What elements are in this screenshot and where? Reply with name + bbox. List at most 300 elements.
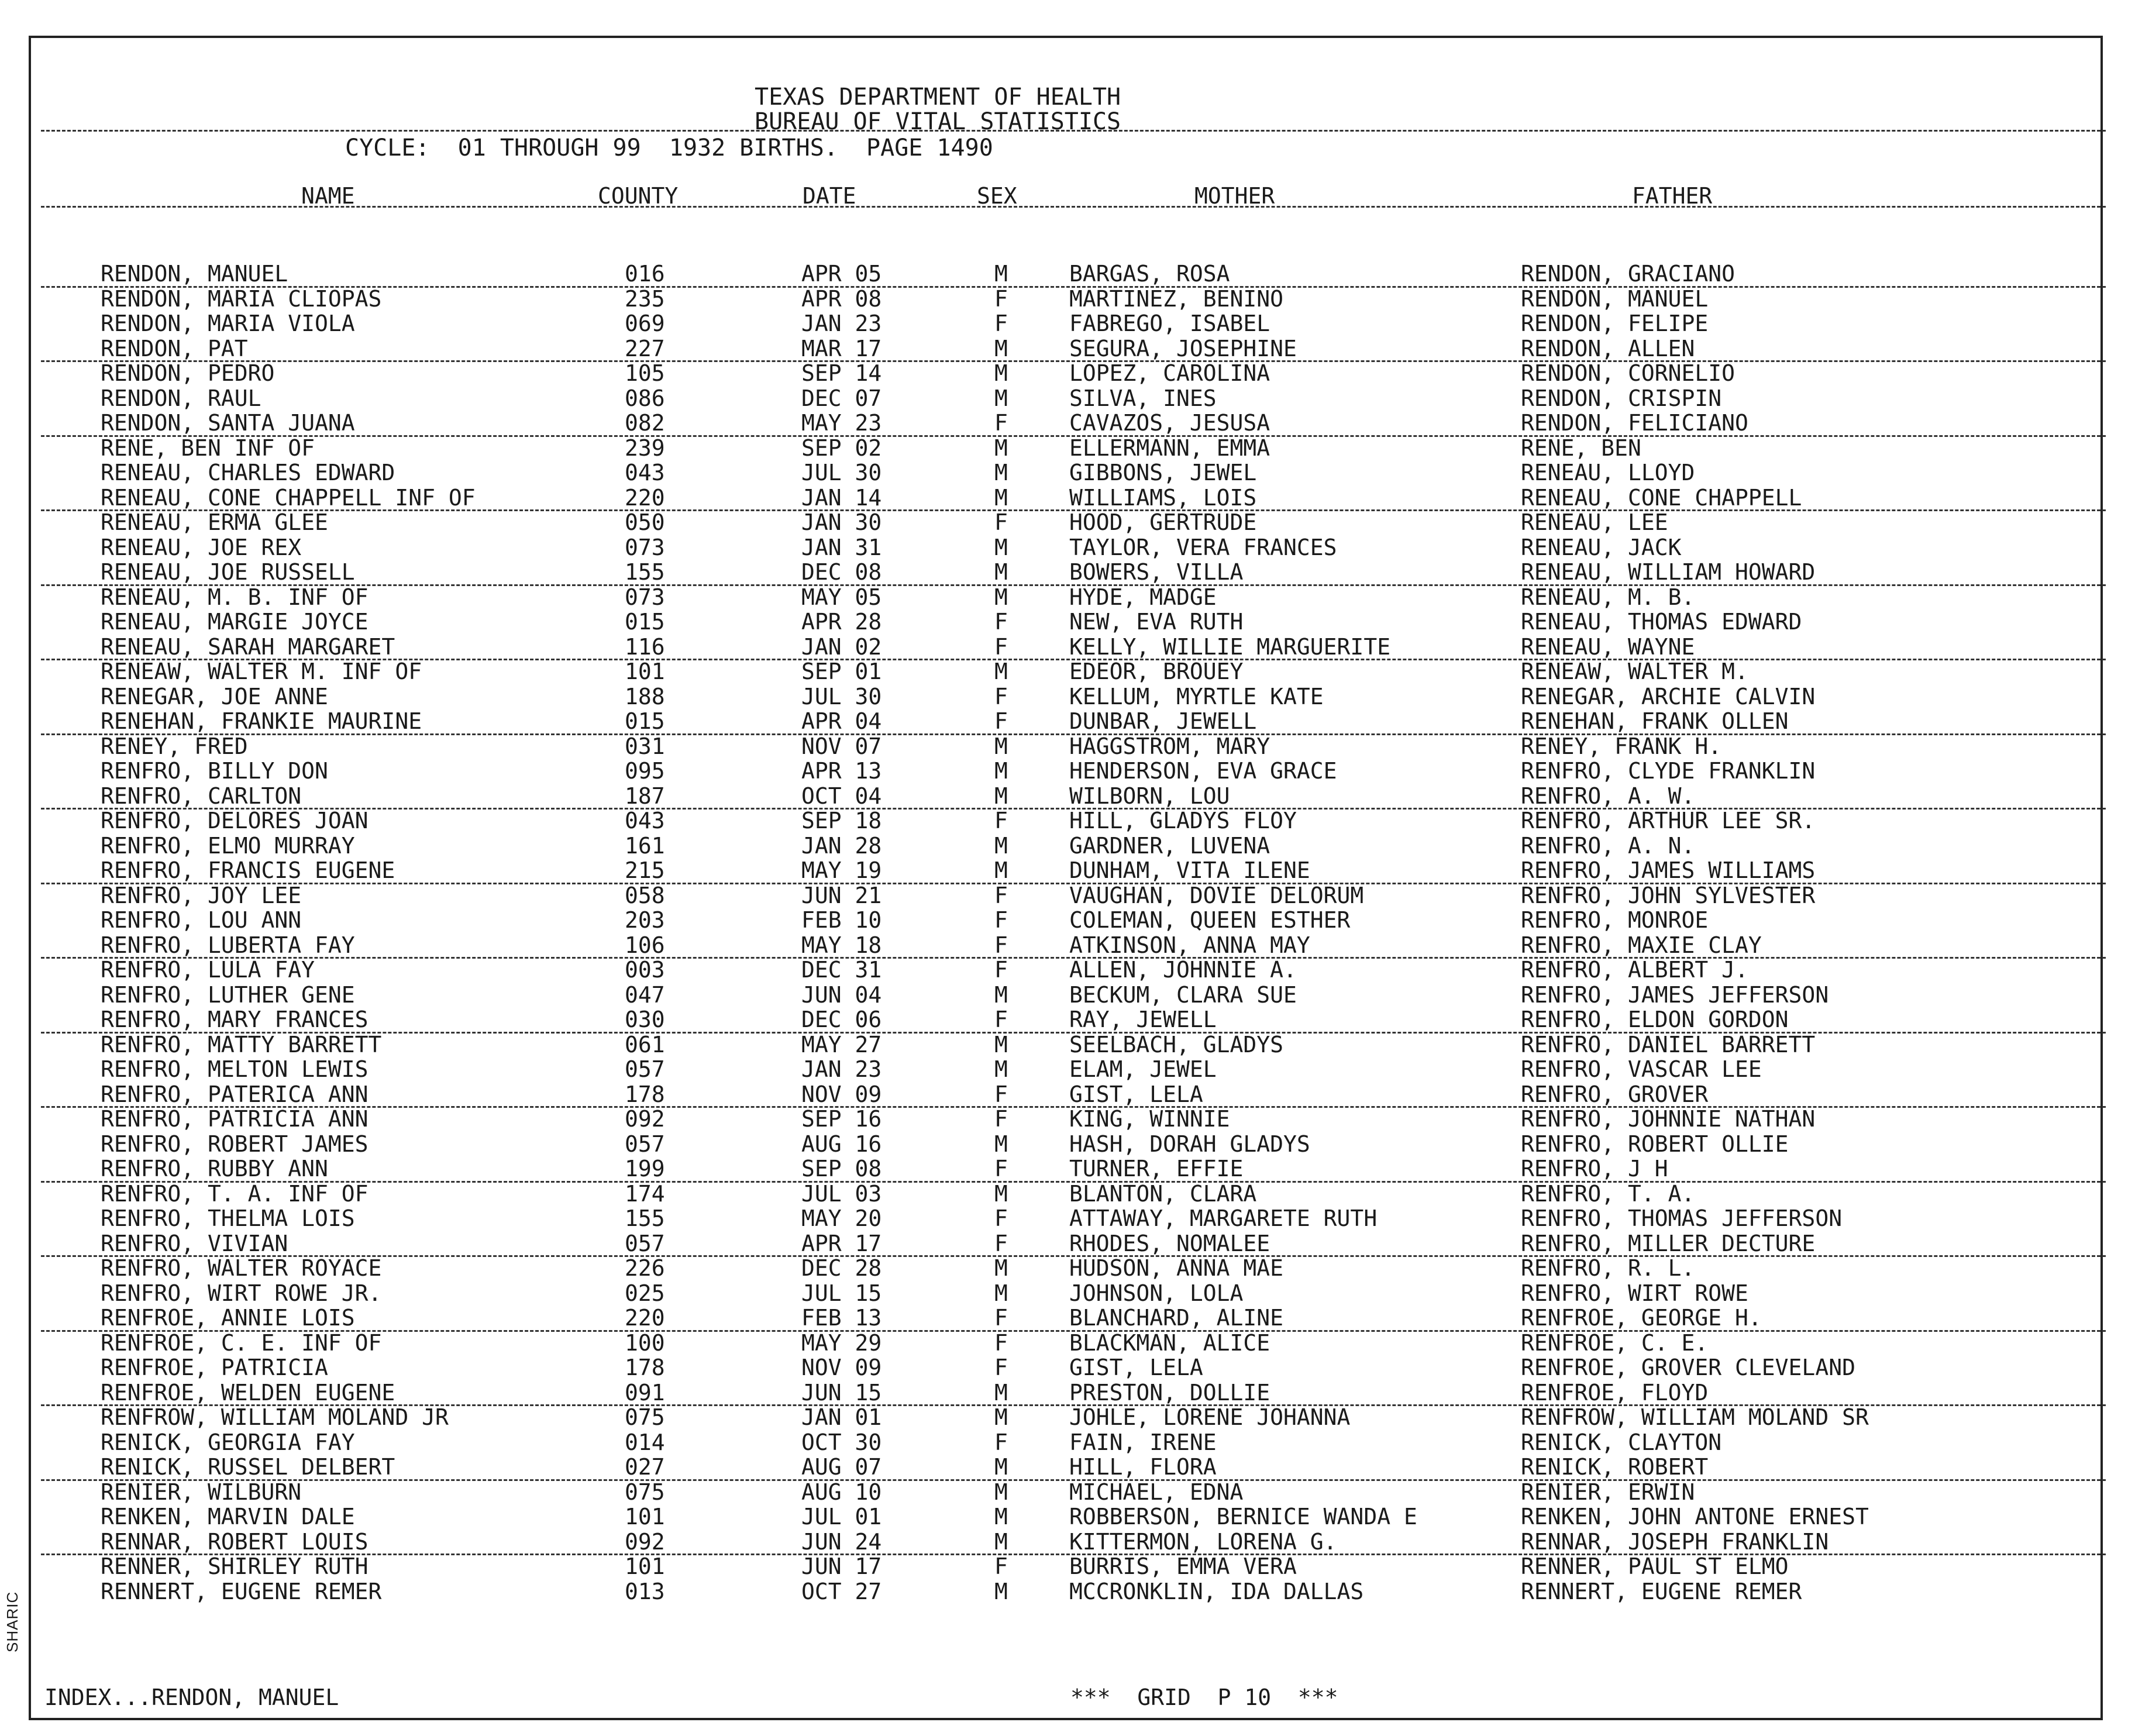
- cell-father: RENDON, CORNELIO: [1521, 360, 1735, 386]
- table-row: [41, 783, 2106, 810]
- cell-name: RENEAU, CONE CHAPPELL INF OF: [101, 484, 476, 511]
- cell-county: 058: [625, 882, 665, 908]
- cell-mother: BURRIS, EMMA VERA: [1069, 1554, 1297, 1579]
- cell-name: RENICK, RUSSEL DELBERT: [101, 1454, 395, 1480]
- cell-name: RENDON, MARIA CLIOPAS: [101, 285, 382, 312]
- column-header-divider: [41, 206, 2106, 208]
- cell-date: JUN 17: [801, 1554, 882, 1579]
- cell-sex: M: [994, 1280, 1008, 1306]
- cell-sex: M: [994, 1578, 1008, 1604]
- cell-county: 199: [625, 1156, 665, 1182]
- cell-mother: BARGAS, ROSA: [1069, 261, 1230, 287]
- cell-mother: BLACKMAN, ALICE: [1069, 1329, 1270, 1356]
- cell-father: RENDON, FELICIANO: [1521, 410, 1748, 436]
- cell-county: 075: [625, 1404, 665, 1430]
- cell-mother: ROBBERSON, BERNICE WANDA E: [1069, 1504, 1417, 1530]
- cell-county: 220: [625, 1305, 665, 1331]
- cell-sex: M: [994, 1255, 1008, 1281]
- cell-sex: M: [994, 559, 1008, 585]
- cell-mother: LOPEZ, CAROLINA: [1069, 360, 1270, 386]
- cell-county: 025: [625, 1280, 665, 1306]
- cell-sex: M: [994, 783, 1008, 809]
- cell-sex: M: [994, 1404, 1008, 1430]
- cell-date: JUN 21: [801, 882, 882, 908]
- cell-date: MAR 17: [801, 335, 882, 361]
- cell-father: RENICK, CLAYTON: [1521, 1429, 1722, 1455]
- cell-father: RENNER, PAUL ST ELMO: [1521, 1554, 1789, 1579]
- table-row: [41, 261, 2106, 288]
- cell-name: RENNERT, EUGENE REMER: [101, 1578, 382, 1604]
- cell-date: AUG 10: [801, 1479, 882, 1505]
- column-header-mother: MOTHER: [1194, 183, 1275, 209]
- cell-sex: F: [994, 932, 1008, 958]
- table-row: [0, 957, 2135, 982]
- cell-father: RENFRO, ARTHUR LEE SR.: [1521, 808, 1816, 833]
- table-row: [0, 1554, 2135, 1579]
- cell-name: RENFROE, ANNIE LOIS: [101, 1305, 355, 1331]
- cycle-line: CYCLE: 01 THROUGH 99 1932 BIRTHS. PAGE 1490: [345, 135, 993, 161]
- cell-sex: M: [994, 1454, 1008, 1480]
- column-header-name: NAME: [301, 183, 355, 209]
- cell-sex: F: [994, 509, 1008, 535]
- cell-sex: F: [994, 609, 1008, 635]
- cell-mother: SILVA, INES: [1069, 385, 1217, 411]
- cell-sex: F: [994, 708, 1008, 734]
- table-row: [41, 559, 2106, 586]
- cell-name: RENFRO, T. A. INF OF: [101, 1180, 369, 1207]
- cell-mother: ATTAWAY, MARGARETE RUTH: [1069, 1205, 1378, 1231]
- cell-sex: F: [994, 1329, 1008, 1356]
- cell-mother: JOHNSON, LOLA: [1069, 1280, 1244, 1306]
- cell-date: JAN 31: [801, 534, 882, 560]
- cell-name: RENFROE, WELDEN EUGENE: [101, 1379, 395, 1406]
- table-row: [0, 1280, 2135, 1306]
- cell-county: 239: [625, 435, 665, 461]
- table-row: [0, 584, 2135, 609]
- bureau-title: BUREAU OF VITAL STATISTICS: [755, 108, 1121, 135]
- cell-sex: F: [994, 1081, 1008, 1107]
- cell-father: RENFROW, WILLIAM MOLAND SR: [1521, 1404, 1869, 1430]
- cell-date: MAY 05: [801, 584, 882, 610]
- cell-date: JUN 24: [801, 1528, 882, 1555]
- cell-county: 161: [625, 832, 665, 859]
- cell-date: DEC 08: [801, 559, 882, 585]
- cell-name: RENE, BEN INF OF: [101, 435, 315, 461]
- cell-county: 101: [625, 1554, 665, 1579]
- cell-date: APR 04: [801, 708, 882, 734]
- cell-date: SEP 08: [801, 1156, 882, 1182]
- cell-mother: HILL, FLORA: [1069, 1454, 1217, 1480]
- cell-father: RENFRO, MILLER DECTURE: [1521, 1230, 1816, 1256]
- cell-mother: JOHLE, LORENE JOHANNA: [1069, 1404, 1351, 1430]
- table-row: [0, 435, 2135, 460]
- cell-name: RENFROW, WILLIAM MOLAND JR: [101, 1404, 449, 1430]
- cell-sex: M: [994, 659, 1008, 684]
- cell-mother: HENDERSON, EVA GRACE: [1069, 758, 1337, 784]
- cell-name: RENDON, MARIA VIOLA: [101, 311, 355, 336]
- cell-date: AUG 07: [801, 1454, 882, 1480]
- cell-sex: F: [994, 957, 1008, 983]
- footer-grid: *** GRID P 10 ***: [1070, 1685, 1338, 1710]
- cell-date: OCT 27: [801, 1578, 882, 1604]
- cell-mother: HUDSON, ANNA MAE: [1069, 1255, 1284, 1281]
- cell-name: RENFRO, LULA FAY: [101, 957, 315, 983]
- cell-name: RENDON, SANTA JUANA: [101, 410, 355, 436]
- cell-sex: M: [994, 981, 1008, 1008]
- table-row: [41, 410, 2106, 437]
- cell-mother: MCCRONKLIN, IDA DALLAS: [1069, 1578, 1364, 1604]
- cell-date: JAN 23: [801, 1056, 882, 1082]
- cell-mother: KELLY, WILLIE MARGUERITE: [1069, 633, 1391, 660]
- cell-county: 057: [625, 1230, 665, 1256]
- table-row: [0, 907, 2135, 932]
- table-row: [0, 684, 2135, 709]
- cell-father: RENE, BEN: [1521, 435, 1641, 461]
- cell-date: SEP 01: [801, 659, 882, 684]
- cell-father: RENFRO, JAMES JEFFERSON: [1521, 981, 1829, 1008]
- cell-county: 027: [625, 1454, 665, 1480]
- cell-father: RENEAU, THOMAS EDWARD: [1521, 609, 1802, 635]
- cell-date: JAN 30: [801, 509, 882, 535]
- cell-sex: M: [994, 261, 1008, 287]
- cell-mother: ALLEN, JOHNNIE A.: [1069, 957, 1297, 983]
- cell-father: RENEY, FRANK H.: [1521, 733, 1722, 759]
- cell-father: RENNERT, EUGENE REMER: [1521, 1578, 1802, 1604]
- header-divider: [41, 130, 2106, 132]
- cell-date: SEP 02: [801, 435, 882, 461]
- table-row: [0, 833, 2135, 858]
- cell-name: RENFROE, PATRICIA: [101, 1355, 328, 1380]
- cell-mother: TURNER, EFFIE: [1069, 1156, 1244, 1182]
- table-row: [0, 758, 2135, 783]
- table-row: [41, 634, 2106, 661]
- table-row: [0, 1106, 2135, 1131]
- column-header-county: COUNTY: [598, 183, 679, 209]
- cell-sex: F: [994, 1007, 1008, 1032]
- cell-father: RENDON, CRISPIN: [1521, 385, 1722, 411]
- cell-mother: COLEMAN, QUEEN ESTHER: [1069, 907, 1351, 933]
- cell-sex: M: [994, 857, 1008, 883]
- column-header-date: DATE: [803, 183, 856, 209]
- table-row: [41, 1305, 2106, 1332]
- cell-county: 235: [625, 285, 665, 312]
- cell-date: DEC 31: [801, 957, 882, 983]
- cell-mother: KING, WINNIE: [1069, 1106, 1230, 1132]
- cell-sex: M: [994, 1131, 1008, 1157]
- cell-sex: M: [994, 534, 1008, 560]
- cell-father: RENEAU, LLOYD: [1521, 460, 1695, 485]
- cell-mother: KITTERMON, LORENA G.: [1069, 1528, 1337, 1555]
- cell-sex: M: [994, 832, 1008, 859]
- cell-name: RENFRO, DELORES JOAN: [101, 808, 369, 833]
- cell-sex: M: [994, 335, 1008, 361]
- cell-father: RENEHAN, FRANK OLLEN: [1521, 708, 1789, 734]
- cell-mother: DUNBAR, JEWELL: [1069, 708, 1257, 734]
- cell-name: RENEAU, JOE RUSSELL: [101, 559, 355, 585]
- cell-mother: HILL, GLADYS FLOY: [1069, 808, 1297, 833]
- cell-date: APR 05: [801, 261, 882, 287]
- cell-father: RENNAR, JOSEPH FRANKLIN: [1521, 1528, 1829, 1555]
- table-row: [0, 1430, 2135, 1455]
- cell-sex: F: [994, 311, 1008, 336]
- cell-mother: RAY, JEWELL: [1069, 1007, 1217, 1032]
- cell-county: 105: [625, 360, 665, 386]
- cell-sex: F: [994, 1554, 1008, 1579]
- cell-father: RENEGAR, ARCHIE CALVIN: [1521, 683, 1816, 709]
- table-row: [0, 535, 2135, 560]
- cell-name: RENDON, RAUL: [101, 385, 261, 411]
- cell-sex: F: [994, 1156, 1008, 1182]
- cell-county: 015: [625, 609, 665, 635]
- cell-date: OCT 30: [801, 1429, 882, 1455]
- cell-name: RENFRO, LUBERTA FAY: [101, 932, 355, 958]
- table-row: [0, 1330, 2135, 1355]
- cell-date: AUG 16: [801, 1131, 882, 1157]
- cell-father: RENFRO, A. N.: [1521, 832, 1695, 859]
- cell-sex: M: [994, 1056, 1008, 1082]
- cell-sex: F: [994, 1106, 1008, 1132]
- cell-name: RENFRO, PATERICA ANN: [101, 1081, 369, 1107]
- cell-sex: F: [994, 1230, 1008, 1256]
- table-row: [0, 808, 2135, 833]
- cell-date: JUL 03: [801, 1180, 882, 1207]
- cell-father: RENFRO, R. L.: [1521, 1255, 1695, 1281]
- cell-mother: ATKINSON, ANNA MAY: [1069, 932, 1310, 958]
- cell-county: 047: [625, 981, 665, 1008]
- cell-county: 073: [625, 584, 665, 610]
- cell-name: RENKEN, MARVIN DALE: [101, 1504, 355, 1530]
- cell-name: RENEHAN, FRANKIE MAURINE: [101, 708, 422, 734]
- cell-county: 188: [625, 683, 665, 709]
- table-row: [41, 336, 2106, 363]
- cell-sex: M: [994, 1180, 1008, 1207]
- cell-county: 226: [625, 1255, 665, 1281]
- table-row: [0, 1404, 2135, 1430]
- table-row: [0, 385, 2135, 411]
- cell-father: RENEAU, WILLIAM HOWARD: [1521, 559, 1816, 585]
- cell-county: 101: [625, 1504, 665, 1530]
- table-row: [0, 659, 2135, 684]
- cell-father: RENICK, ROBERT: [1521, 1454, 1709, 1480]
- cell-mother: GIST, LELA: [1069, 1081, 1203, 1107]
- cell-county: 015: [625, 708, 665, 734]
- table-row: [41, 1081, 2106, 1108]
- cell-date: SEP 16: [801, 1106, 882, 1132]
- cell-father: RENFRO, A. W.: [1521, 783, 1695, 809]
- cell-county: 178: [625, 1355, 665, 1380]
- table-row: [0, 509, 2135, 535]
- cell-mother: MICHAEL, EDNA: [1069, 1479, 1244, 1505]
- cell-father: RENIER, ERWIN: [1521, 1479, 1695, 1505]
- cell-father: RENFRO, JOHNNIE NATHAN: [1521, 1106, 1816, 1132]
- table-row: [0, 1056, 2135, 1081]
- cell-name: RENEAU, CHARLES EDWARD: [101, 460, 395, 485]
- cell-county: 155: [625, 559, 665, 585]
- cell-sex: M: [994, 1479, 1008, 1505]
- cell-name: RENFRO, THELMA LOIS: [101, 1205, 355, 1231]
- cell-father: RENFROE, C. E.: [1521, 1329, 1709, 1356]
- cell-county: 050: [625, 509, 665, 535]
- cell-county: 116: [625, 633, 665, 660]
- cell-father: RENDON, MANUEL: [1521, 285, 1709, 312]
- column-header-sex: SEX: [977, 183, 1017, 209]
- table-row: [0, 1479, 2135, 1504]
- cell-father: RENFRO, ELDON GORDON: [1521, 1007, 1789, 1032]
- cell-sex: M: [994, 460, 1008, 485]
- cell-mother: HOOD, GERTRUDE: [1069, 509, 1257, 535]
- table-row: [41, 485, 2106, 512]
- cell-sex: F: [994, 808, 1008, 833]
- cell-name: RENDON, PEDRO: [101, 360, 275, 386]
- cell-father: RENFROE, GROVER CLEVELAND: [1521, 1355, 1855, 1380]
- cell-name: RENFRO, VIVIAN: [101, 1230, 288, 1256]
- cell-mother: BLANCHARD, ALINE: [1069, 1305, 1284, 1331]
- cell-name: RENEAU, JOE REX: [101, 534, 302, 560]
- cell-mother: WILBORN, LOU: [1069, 783, 1230, 809]
- cell-mother: DUNHAM, VITA ILENE: [1069, 857, 1310, 883]
- cell-mother: ELAM, JEWEL: [1069, 1056, 1217, 1082]
- cell-county: 092: [625, 1106, 665, 1132]
- cell-mother: SEELBACH, GLADYS: [1069, 1031, 1284, 1058]
- cell-date: NOV 09: [801, 1081, 882, 1107]
- cell-date: JAN 23: [801, 311, 882, 336]
- cell-sex: F: [994, 882, 1008, 908]
- cell-name: RENDON, PAT: [101, 335, 248, 361]
- cell-county: 086: [625, 385, 665, 411]
- cell-name: RENEAU, SARAH MARGARET: [101, 633, 395, 660]
- cell-county: 106: [625, 932, 665, 958]
- cell-name: RENNAR, ROBERT LOUIS: [101, 1528, 369, 1555]
- cell-mother: HYDE, MADGE: [1069, 584, 1217, 610]
- cell-name: RENFRO, BILLY DON: [101, 758, 328, 784]
- table-row: [0, 1255, 2135, 1280]
- cell-date: JUL 30: [801, 683, 882, 709]
- table-row: [41, 857, 2106, 884]
- table-row: [0, 1355, 2135, 1380]
- table-row: [41, 932, 2106, 959]
- cell-sex: M: [994, 484, 1008, 511]
- cell-date: JUN 04: [801, 981, 882, 1008]
- cell-sex: F: [994, 285, 1008, 312]
- cell-mother: FAIN, IRENE: [1069, 1429, 1217, 1455]
- cell-mother: MARTINEZ, BENINO: [1069, 285, 1284, 312]
- cell-county: 227: [625, 335, 665, 361]
- table-row: [0, 982, 2135, 1007]
- cell-date: DEC 07: [801, 385, 882, 411]
- cell-county: 091: [625, 1379, 665, 1406]
- cell-father: RENFRO, CLYDE FRANKLIN: [1521, 758, 1816, 784]
- cell-mother: BOWERS, VILLA: [1069, 559, 1244, 585]
- cell-father: RENDON, FELIPE: [1521, 311, 1709, 336]
- cell-name: RENFRO, WALTER ROYACE: [101, 1255, 382, 1281]
- cell-sex: F: [994, 410, 1008, 436]
- cell-date: NOV 07: [801, 733, 882, 759]
- cell-mother: KELLUM, MYRTLE KATE: [1069, 683, 1324, 709]
- cell-date: SEP 14: [801, 360, 882, 386]
- cell-sex: M: [994, 360, 1008, 386]
- cell-father: RENEAU, LEE: [1521, 509, 1668, 535]
- cell-county: 215: [625, 857, 665, 883]
- cell-mother: PRESTON, DOLLIE: [1069, 1379, 1270, 1406]
- table-row: [0, 883, 2135, 908]
- cell-date: NOV 09: [801, 1355, 882, 1380]
- cell-name: RENFRO, JOY LEE: [101, 882, 302, 908]
- cell-sex: M: [994, 1379, 1008, 1406]
- cell-father: RENFRO, WIRT ROWE: [1521, 1280, 1748, 1306]
- cell-date: MAY 18: [801, 932, 882, 958]
- cell-sex: F: [994, 1429, 1008, 1455]
- cell-county: 203: [625, 907, 665, 933]
- cell-sex: M: [994, 584, 1008, 610]
- cell-county: 016: [625, 261, 665, 287]
- cell-county: 101: [625, 659, 665, 684]
- cell-mother: RHODES, NOMALEE: [1069, 1230, 1270, 1256]
- cell-mother: FABREGO, ISABEL: [1069, 311, 1270, 336]
- column-header-father: FATHER: [1632, 183, 1713, 209]
- cell-sex: F: [994, 1305, 1008, 1331]
- cell-mother: WILLIAMS, LOIS: [1069, 484, 1257, 511]
- cell-date: JAN 28: [801, 832, 882, 859]
- cell-county: 092: [625, 1528, 665, 1555]
- table-row: [0, 1205, 2135, 1231]
- cell-date: APR 13: [801, 758, 882, 784]
- cell-father: RENFRO, VASCAR LEE: [1521, 1056, 1762, 1082]
- cell-date: APR 28: [801, 609, 882, 635]
- table-row: [41, 708, 2106, 735]
- cell-county: 069: [625, 311, 665, 336]
- cell-father: RENFRO, MAXIE CLAY: [1521, 932, 1762, 958]
- cell-county: 095: [625, 758, 665, 784]
- cell-name: RENFRO, ELMO MURRAY: [101, 832, 355, 859]
- cell-name: RENIER, WILBURN: [101, 1479, 302, 1505]
- cell-name: RENFRO, FRANCIS EUGENE: [101, 857, 395, 883]
- cell-name: RENEAW, WALTER M. INF OF: [101, 659, 422, 684]
- cell-date: MAY 23: [801, 410, 882, 436]
- cell-date: MAY 19: [801, 857, 882, 883]
- table-row: [0, 609, 2135, 634]
- cell-mother: GARDNER, LUVENA: [1069, 832, 1270, 859]
- cell-mother: GIST, LELA: [1069, 1355, 1203, 1380]
- cell-sex: F: [994, 1205, 1008, 1231]
- cell-county: 178: [625, 1081, 665, 1107]
- cell-county: 030: [625, 1007, 665, 1032]
- cell-county: 043: [625, 808, 665, 833]
- table-row: [0, 1131, 2135, 1156]
- cell-sex: M: [994, 1031, 1008, 1058]
- cell-father: RENFRO, MONROE: [1521, 907, 1709, 933]
- table-row: [41, 1380, 2106, 1407]
- cell-father: RENFRO, J H: [1521, 1156, 1668, 1182]
- cell-father: RENDON, GRACIANO: [1521, 261, 1735, 287]
- cell-date: APR 17: [801, 1230, 882, 1256]
- cell-date: MAY 29: [801, 1329, 882, 1356]
- cell-county: 031: [625, 733, 665, 759]
- cell-date: JUL 01: [801, 1504, 882, 1530]
- table-row: [41, 1156, 2106, 1183]
- cell-name: RENEAU, ERMA GLEE: [101, 509, 328, 535]
- cell-father: RENFRO, THOMAS JEFFERSON: [1521, 1205, 1843, 1231]
- table-row: [41, 1007, 2106, 1034]
- cell-father: RENFRO, GROVER: [1521, 1081, 1709, 1107]
- cell-father: RENDON, ALLEN: [1521, 335, 1695, 361]
- cell-mother: ELLERMANN, EMMA: [1069, 435, 1270, 461]
- cell-date: JAN 14: [801, 484, 882, 511]
- cell-date: OCT 04: [801, 783, 882, 809]
- footer-index: INDEX...RENDON, MANUEL: [44, 1685, 339, 1710]
- table-row: [41, 1529, 2106, 1556]
- cell-sex: M: [994, 385, 1008, 411]
- cell-sex: M: [994, 435, 1008, 461]
